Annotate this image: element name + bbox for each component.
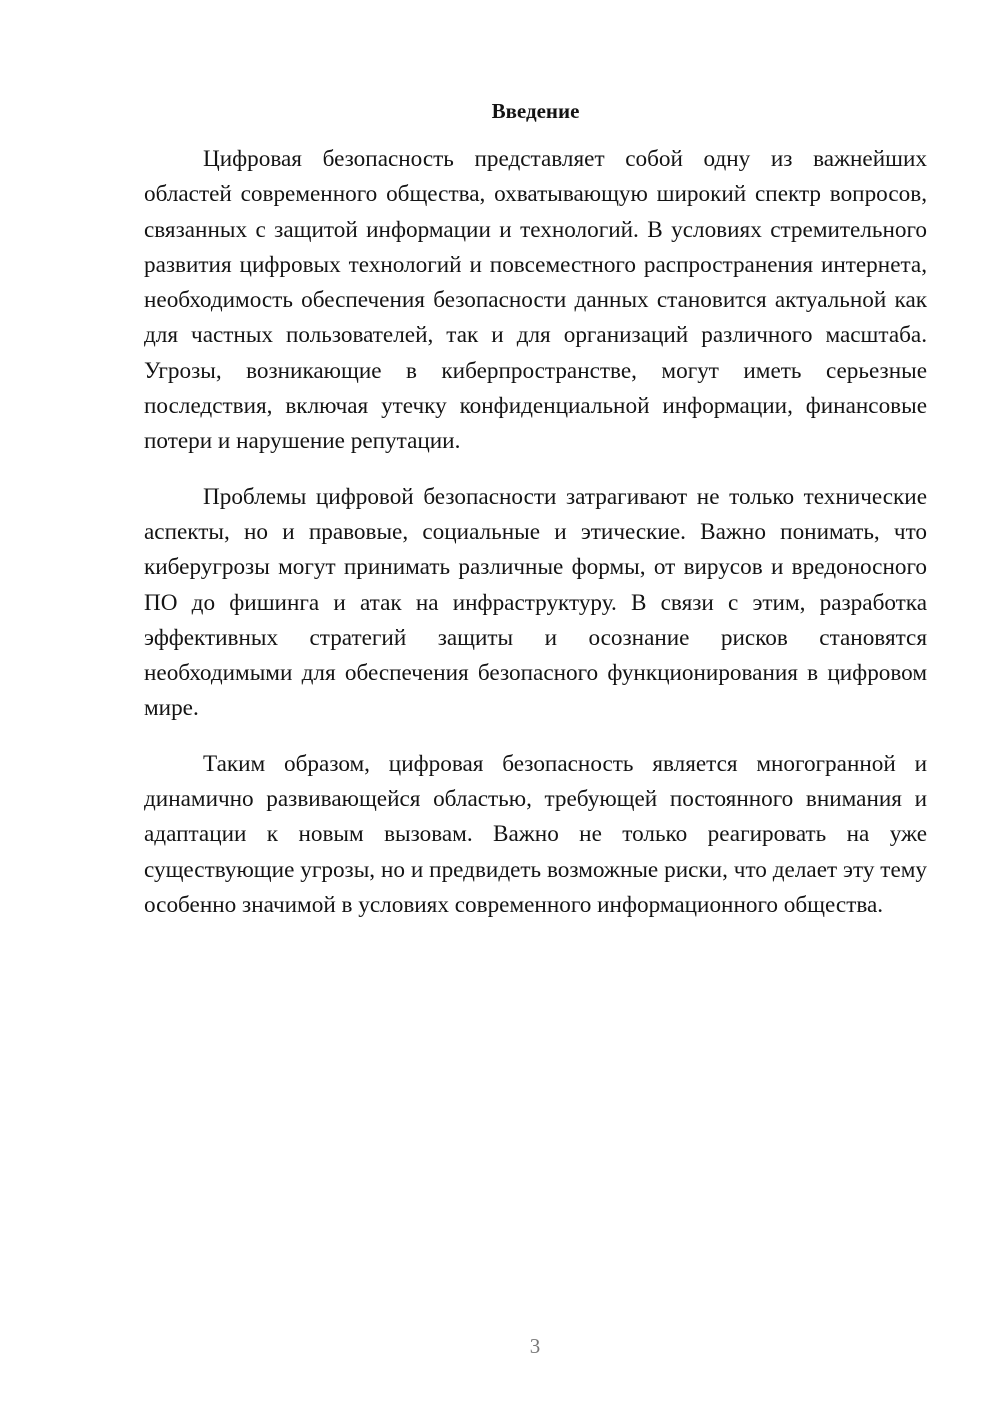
body-text <box>144 142 927 943</box>
paragraph-2: Проблемы цифровой безопасности затрагивают не только технические аспекты, но и правовые, социальные и этические. Важно понимать, что киберугрозы могут принимать различные формы, от вирусов и вредоносного ПО до фишинга и атак на инфраструктуру. В связи с этим, разработка эффективных стратегий защиты и осознание рисков становятся необходимыми для обеспечения безопасного функционирования в цифровом мире. <box>144 483 927 722</box>
paragraph-3: Таким образом, цифровая безопасность является многогранной и динамично развивающейся областью, требующей постоянного внимания и адаптации к новым вызовам. Важно не только реагировать на уже существующие угрозы, но и предвидеть возможные риски, что делает эту тему особенно значимой в условиях современного информационного общества. <box>144 750 927 918</box>
page-number: 3 <box>529 1334 541 1358</box>
section-heading: Введение <box>491 99 580 123</box>
paragraph-1: Цифровая безопасность представляет собой одну из важнейших областей современного общества, охватывающую широкий спектр вопросов, связанных с защитой информации и технологий. В условиях стремительного развития цифровых технологий и повсеместного распространения интернета, необходимость обеспечения безопасности данных становится актуальной как для частных пользователей, так и для организаций различного масштаба. Угрозы, возникающие в киберпространстве, могут иметь серьезные последствия, включая утечку конфиденциальной информации, финансовые потери и нарушение репутации. <box>144 146 927 455</box>
